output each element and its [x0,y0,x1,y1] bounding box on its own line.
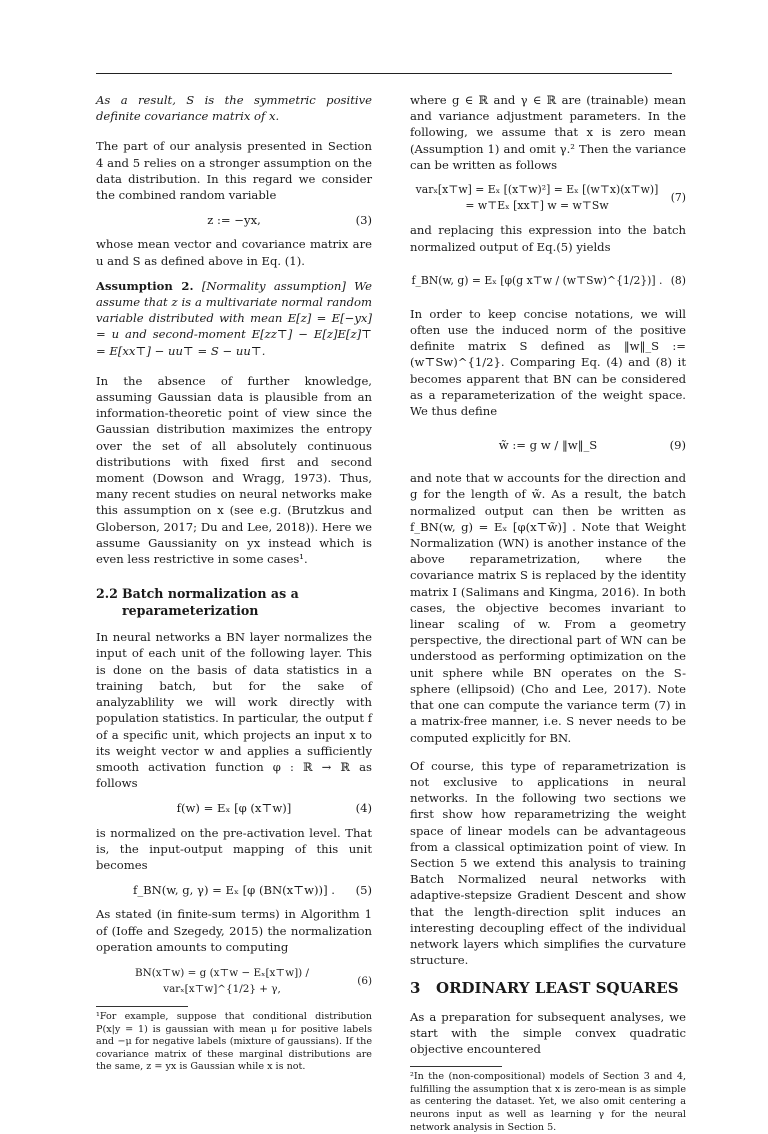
assumption-label: Assumption 2. [96,278,194,293]
paragraph: where g ∈ ℝ and γ ∈ ℝ are (trainable) mean and variance adjustment parameters. In the following, we assume that x is zero mean (Assumption 1) and omit γ.² Then the variance can be written as follows [410,93,686,172]
paragraph: Of course, this type of reparametrization is not exclusive to applications in neural networks. In the following two sections we first show how reparametrizing the weight space of linear models can be advantageous from a classical optimization point of view. In Section 5 we extend this analysis to training Batch Normalized neural networks with adaptive-stepsize Gradient Descent and show that the length-direction split induces an interesting decoupling effect of the individual network layers which simplifies the curvature structure. [410,758,686,968]
paragraph: As a result, S is the symmetric positive definite covariance matrix of x. [96,93,372,124]
equation-body: f(w) = Eₓ [φ (x⊤w)] [176,801,292,816]
paragraph: The part of our analysis presented in Section 4 and 5 relies on a stronger assumption on the data distribution. In this regard we consider the combined random variable [96,139,372,203]
paragraph: In order to keep concise notations, we will often use the induced norm of the positive definite matrix S defined as ‖w‖_S := (w⊤Sw)^{1/2}. Comparing Eq. (4) and (8) it becomes apparent that BN can be considered as a reparameterization of the weight space. We thus define [410,306,686,419]
equation-body: f_BN(w, g, γ) = Eₓ [φ (BN(x⊤w))] . [133,883,335,898]
section-title-line2: reparameterization [122,603,259,619]
equation-5 [96,882,372,898]
equation-number: (5) [355,883,372,898]
assumption-2 [96,278,372,359]
equation-number: (8) [670,273,686,287]
section-number: 2.2 [96,586,118,602]
paragraph: whose mean vector and covariance matrix are u and S as defined above in Eq. (1). [96,237,372,268]
equation-6 [96,964,372,998]
equation-7 [410,182,686,214]
equation-number: (3) [355,213,372,228]
footnote-2: ²In the (non-compositional) models of Section 3 and 4, fulfilling the assumption that x is zero-mean is as simple as centering the dataset. Yet, we also omit centering a neurons input as well as learning γ for the neural network analysis in Section 5. [410,1071,686,1133]
paragraph: As a preparation for subsequent analyses, we start with the simple convex quadratic objective encountered [410,1009,686,1056]
footnote-rule [96,1006,188,1007]
paragraph: In neural networks a BN layer normalizes the input of each unit of the following layer. This is done on the basis of data statistics in a training batch, but for the sake of analyzablility we will work directly with population statistics. In particular, the output f of a specific unit, which projects an input x to its weight vector w and applies a sufficiently smooth activation function φ : ℝ → ℝ as follows [96,630,372,791]
equation-8 [410,264,686,298]
paragraph: In the absence of further knowledge, assuming Gaussian data is plausible from an information-theoretic point of view since the Gaussian distribution maximizes the entropy over the set of all absolutely continuous distributions with fixed first and second moment (Dowson and Wragg, 1973). Thus, many recent studies on neural networks make this assumption on x (see e.g. (Brutzkus and Globerson, 2017; Du and Lee, 2018)). Here we assume Gaussianity on yx instead which is even less restrictive in some cases¹. [96,373,372,567]
equation-number: (7) [670,191,686,205]
section-title-line1: Batch normalization as a [122,586,299,602]
equation-9 [410,428,686,462]
section-heading [410,980,686,996]
equation-number: (4) [355,801,372,816]
left-column [96,92,372,1074]
section-number: 3 [410,979,421,998]
paragraph: and note that w accounts for the direction and g for the length of w̃. As a result, the batch normalized output can then be written as f_BN(w, g) = Eₓ [φ(x⊤w̃)] . Note that Weight Normalization (WN) is another instance of the above reparametrization, where the covariance matrix S is replaced by the identity matrix I (Salimans and Kingma, 2016). In both cases, the objective becomes invariant to linear scaling of w. From a geometry perspective, the directional part of WN can be understood as performing optimization on the unit sphere while BN operates on the S-sphere (ellipsoid) (Cho and Lee, 2017). Note that one can compute the variance term (7) in a matrix-free manner, i.e. S never needs to be computed explicitly for BN. [410,471,686,745]
section-heading [96,585,372,619]
equation-line-2: = w⊤Eₓ [xx⊤] w = w⊤Sw [465,199,609,213]
equation-body: z := −yx, [207,213,261,228]
section-title: ORDINARY LEAST SQUARES [436,979,679,998]
paragraph: As stated (in finite-sum terms) in Algorithm 1 of (Ioffe and Szegedy, 2015) the normalization operation amounts to computing [96,907,372,954]
equation-body: f_BN(w, g) = Eₓ [φ(g x⊤w / (w⊤Sw)^{1/2})] . [411,273,663,287]
paragraph: is normalized on the pre-activation level. That is, the input-output mapping of this unit becomes [96,825,372,872]
equation-body: w̃ := g w / ‖w‖_S [498,438,598,453]
paragraph: and replacing this expression into the batch normalized output of Eq.(5) yields [410,223,686,254]
equation-line-1: varₓ[x⊤w] = Eₓ [(x⊤w)²] = Eₓ [(w⊤x)(x⊤w)] [415,183,659,197]
header-rule [96,73,672,74]
equation-3 [96,212,372,228]
equation-number: (6) [357,974,372,987]
right-column [410,92,686,1134]
equation-4 [96,800,372,816]
footnote-rule [410,1066,502,1067]
equation-number: (9) [669,438,686,453]
footnote-1: ¹For example, suppose that conditional distribution P(x|y = 1) is gaussian with mean μ for positive labels and −μ for negative labels (mixture of gaussians). If the covariance matrix of these marginal distributions are the same, z = yx is Gaussian while x is not. [96,1010,372,1073]
equation-body: BN(x⊤w) = g (x⊤w − Eₓ[x⊤w]) / varₓ[x⊤w]^{1/2} + γ, [135,966,309,995]
assumption-text: [Normality assumption] We assume that z is a multivariate normal random variable distributed with mean E[z] = E[−yx] = u and second-moment E[zz⊤] − E[z]E[z]⊤ = E[xx⊤] − uu⊤ = S − uu⊤. [96,278,372,358]
